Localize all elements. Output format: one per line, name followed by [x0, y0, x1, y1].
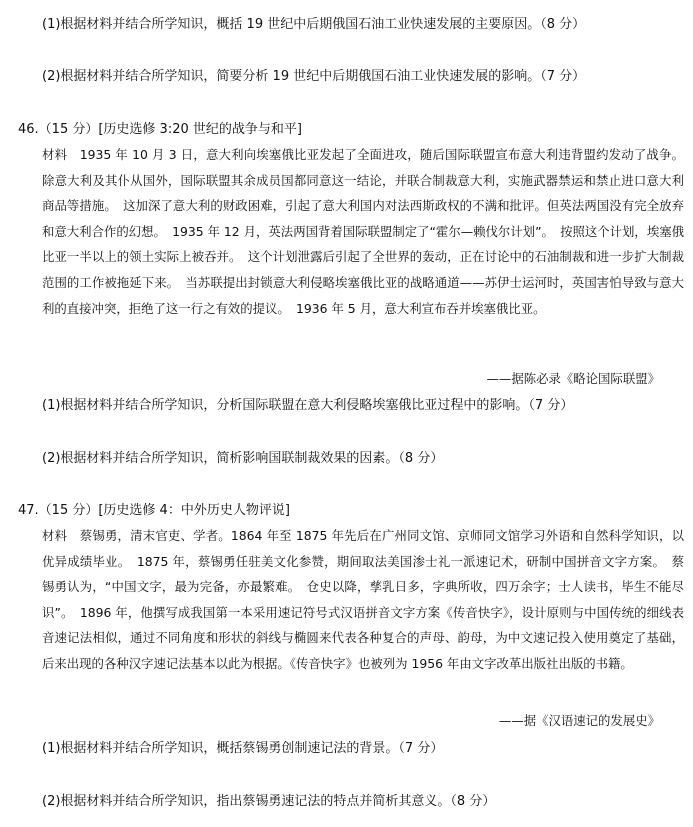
q46-sub2: (2)根据材料并结合所学知识，简析影响国联制裁效果的因素。（8 分） — [42, 451, 444, 466]
q46-header: 46.（15 分）[历史选修 3:20 世纪的战争与和平] — [18, 122, 302, 137]
q47-sub2: (2)根据材料并结合所学知识，指出蔡锡勇速记法的特点并简析其意义。（8 分） — [42, 794, 496, 809]
q47-source: ——据《汉语速记的发展史》 — [498, 713, 660, 728]
q47-header: 47.（15 分）[历史选修 4：中外历史人物评说] — [18, 503, 290, 518]
q47-material: 材料 蔡锡勇，清末官吏、学者。1864 年至 1875 年先后在广州同文馆、京师同文馆学习外语和自然科学知识，以优异成绩毕业。 1875 年，蔡锡勇任驻美文化参赞，期间取法美国渗士礼一派速记术，研制中国拼音文字方案。 蔡锡勇认为，“中国文字，最为完备，亦最繁难。 仓史以降，孳乳日多，字典所收，四万余字；士人读书，毕生不能尽识”。 1896 年，他撰写成我国第一本采用速记符号式汉语拼音文字方案《传音快字》，设计原则与中国传统的细线表音速记法相似，通过不同角度和形状的斜线与椭圆来代表各种复合的声母、韵母，为中文速记投入使用奠定了基础，后来出现的各种汉字速记法基本以此为根据。《传音快字》也被列为 1956 年由文字改革出版社出版的书籍。 — [42, 528, 684, 671]
q46-source: ——据陈必录《略论国际联盟》 — [486, 371, 660, 386]
q47-sub1: (1)根据材料并结合所学知识，概括蔡锡勇创制速记法的背景。（7 分） — [42, 741, 444, 756]
q45-sub1: (1)根据材料并结合所学知识，概括 19 世纪中后期俄国石油工业快速发展的主要原因。（8 分） — [42, 17, 586, 32]
q46-sub1: (1)根据材料并结合所学知识，分析国际联盟在意大利侵略埃塞俄比亚过程中的影响。（7 分） — [42, 398, 574, 413]
q46-material: 材料 1935 年 10 月 3 日，意大利向埃塞俄比亚发起了全面进攻，随后国际联盟宣布意大利违背盟约发动了战争。除意大利及其仆从国外，国际联盟其余成员国都同意这一结论，并联合制裁意大利，实施武器禁运和禁止进口意大利商品等措施。 这加深了意大利的财政困难，引起了意大利国内对法西斯政权的不满和批评。但英法两国没有完全放弃和意大利合作的幻想。 1935 年 12 月，英法两国背着国际联盟制定了“霍尔—赖伐尔计划”。 按照这个计划，埃塞俄比亚一半以上的领土实际上被吞并。 这个计划泄露后引起了全世界的轰动，正在讨论中的石油制裁和进一步扩大制裁范围的工作被拖延下来。 当苏联提出封锁意大利侵略埃塞俄比亚的战略通道——苏伊士运河时，英国害怕导致与意大利的直接冲突，拒绝了这一行之有效的提议。 1936 年 5 月，意大利宣布吞并埃塞俄比亚。 — [42, 147, 684, 316]
q45-sub2: (2)根据材料并结合所学知识，简要分析 19 世纪中后期俄国石油工业快速发展的影响。（7 分） — [42, 69, 586, 84]
